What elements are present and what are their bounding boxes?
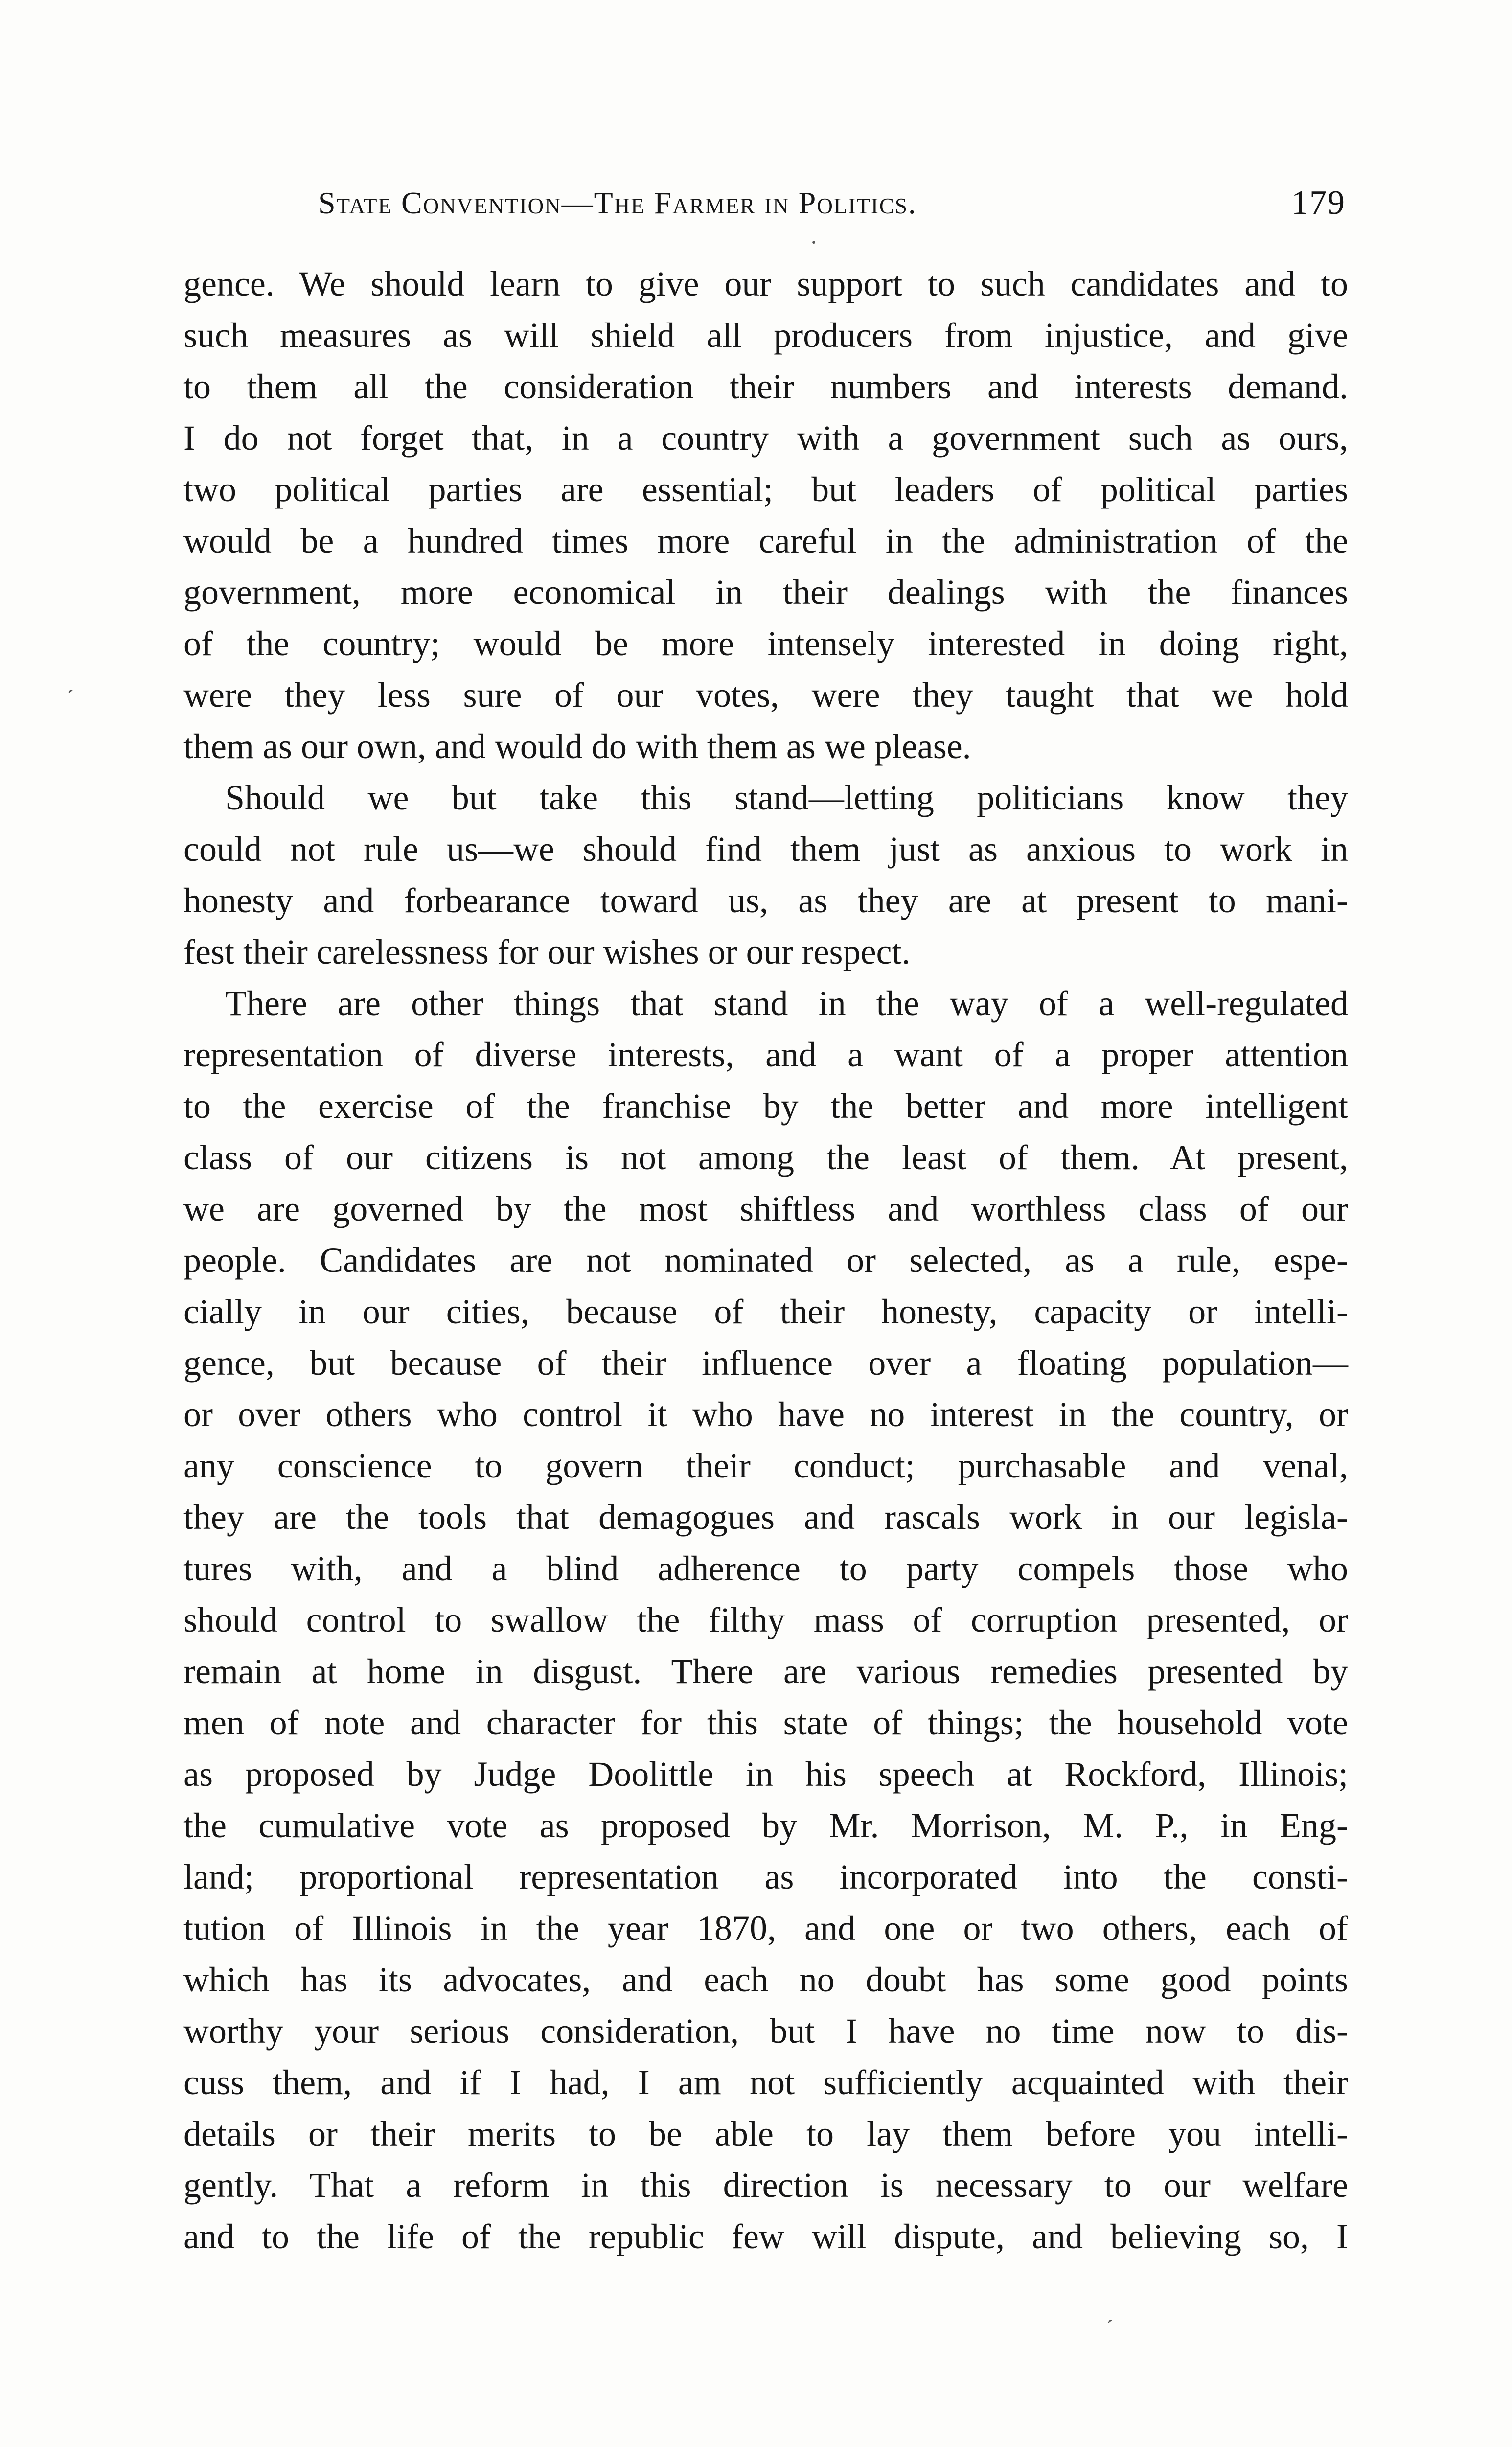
text-line: gently. That a reform in this direction is necessary to our welfare xyxy=(183,2166,1348,2205)
text-line: There are other things that stand in the way of a well-regulated xyxy=(225,984,1348,1023)
text-line: tution of Illinois in the year 1870, and one or two others, each of xyxy=(183,1909,1348,1948)
running-head xyxy=(318,176,1346,230)
text-line: cuss them, and if I had, I am not sufficiently acquainted with their xyxy=(183,2063,1348,2102)
text-line: we are governed by the most shiftless and worthless class of our xyxy=(183,1189,1348,1228)
text-line: tures with, and a blind adherence to party compels those who xyxy=(183,1549,1348,1588)
text-line: of the country; would be more intensely interested in doing right, xyxy=(183,624,1348,663)
margin-mark: ´ xyxy=(1106,2315,1114,2341)
text-line: gence. We should learn to give our support to such candidates and to xyxy=(183,264,1348,303)
text-line: people. Candidates are not nominated or selected, as a rule, espe- xyxy=(183,1241,1348,1280)
text-line: or over others who control it who have no interest in the country, or xyxy=(183,1395,1348,1434)
text-line: as proposed by Judge Doolittle in his speech at Rockford, Illinois; xyxy=(183,1754,1348,1794)
text-line: worthy your serious consideration, but I have no time now to dis- xyxy=(183,2011,1348,2051)
text-line: land; proportional representation as incorporated into the consti- xyxy=(183,1857,1348,1896)
text-line: which has its advocates, and each no doubt has some good points xyxy=(183,1960,1348,1999)
text-line: were they less sure of our votes, were they taught that we hold xyxy=(183,675,1348,715)
text-line: fest their carelessness for our wishes or our respect. xyxy=(183,932,911,971)
text-line: honesty and forbearance toward us, as they are at present to mani- xyxy=(183,881,1348,920)
text-line: remain at home in disgust. There are various remedies presented by xyxy=(183,1652,1348,1691)
text-line: Should we but take this stand—letting politicians know they xyxy=(225,778,1348,817)
text-line: such measures as will shield all producers from injustice, and give xyxy=(183,316,1348,355)
page-number: 179 xyxy=(1291,184,1346,222)
text-line: gence, but because of their influence over a floating population— xyxy=(183,1343,1348,1383)
running-head-title: State Convention—The Farmer in Politics. xyxy=(318,185,917,220)
text-line: government, more economical in their dealings with the finances xyxy=(183,573,1348,612)
text-line: should control to swallow the filthy mass of corruption presented, or xyxy=(183,1600,1348,1639)
text-line: I do not forget that, in a country with a government such as ours, xyxy=(183,418,1348,458)
text-line: cially in our cities, because of their honesty, capacity or intelli- xyxy=(183,1292,1348,1331)
text-line: to them all the consideration their numbers and interests demand. xyxy=(183,367,1348,406)
margin-mark: ´ xyxy=(66,686,74,712)
text-line: would be a hundred times more careful in the administration of the xyxy=(183,521,1348,560)
text-line: to the exercise of the franchise by the better and more intelligent xyxy=(183,1086,1348,1126)
text-line: representation of diverse interests, and a want of a proper attention xyxy=(183,1035,1348,1074)
text-line: men of note and character for this state of things; the household vote xyxy=(183,1703,1348,1742)
text-line: details or their merits to be able to lay them before you intelli- xyxy=(183,2114,1348,2153)
text-line: any conscience to govern their conduct; purchasable and venal, xyxy=(183,1446,1348,1485)
text-line: two political parties are essential; but leaders of political parties xyxy=(183,470,1348,509)
text-line: they are the tools that demagogues and rascals work in our legisla- xyxy=(183,1498,1348,1537)
print-speck: · xyxy=(810,230,818,255)
text-line: them as our own, and would do with them as we please. xyxy=(183,727,971,766)
text-line: and to the life of the republic few will dispute, and believing so, I xyxy=(183,2217,1348,2256)
text-line: class of our citizens is not among the least of them. At present, xyxy=(183,1138,1348,1177)
text-line: could not rule us—we should find them just as anxious to work in xyxy=(183,830,1348,869)
text-line: the cumulative vote as proposed by Mr. Morrison, M. P., in Eng- xyxy=(183,1806,1348,1845)
